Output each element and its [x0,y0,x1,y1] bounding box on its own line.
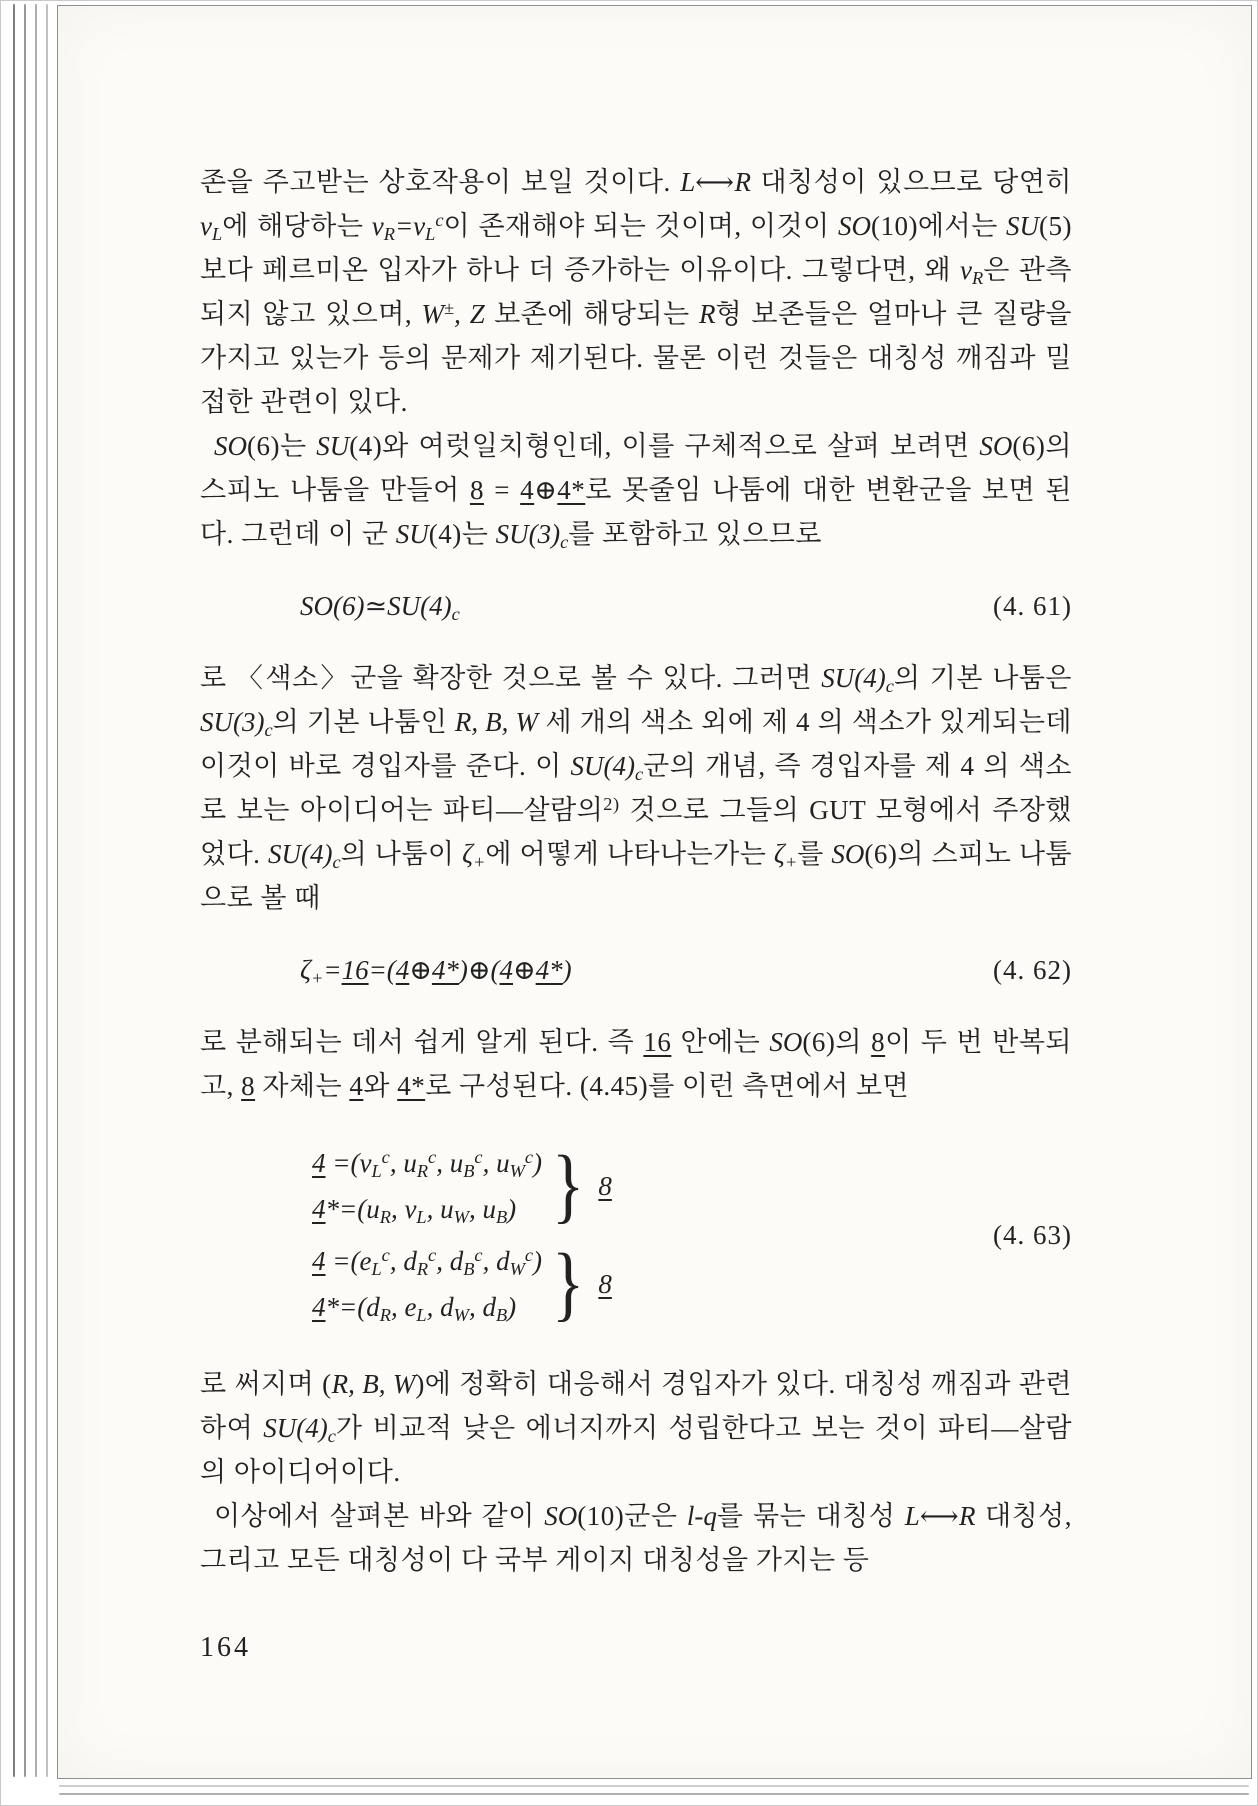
paragraph-color-group: 로 〈색소〉군을 확장한 것으로 볼 수 있다. 그러면 $SU(4)_c$의 기본 나툼은 $SU(3)_c$의 기본 나툼인 R, B, W 세 개의 색소 외에 제 4 의 색소가 있게되는데 이것이 바로 경입자를 준다. 이 $SU(4)_c$군의 개념, 즉 경입자를 제 4 의 색소로 보는 아이디어는 파티—살람의$^{2)}$ 것으로 그들의 GUT 모형에서 주장했었다. $SU(4)_c$의 나툼이 $\zeta_+$에 어떻게 나타나는가는 $\zeta_+$를 SO(6)의 스피노 나툼으로 볼 때 [200,663,1073,913]
quartet-group-2 [312,1238,612,1330]
equation-line: $4 =(e_L^c$, $d_R^c$, $d_B^c$, $d_W^c$) [312,1244,543,1280]
text-column [200,160,1072,1670]
equation-line: $4*=(u_R$, $\nu_L$, $u_W$, $u_B$) [312,1194,517,1228]
equation-4-61 [200,584,1072,628]
octet-label: 8 [598,1171,612,1201]
grouping-brace: } [552,1237,585,1330]
paragraph-so6: SO(6)는 SU(4)와 여럿일치형인데, 이를 구체적으로 살펴 보려면 SO(6)의 스피노 나툼을 만들어 8 = 4⊕4*로 못줄임 나툼에 대한 변환군을 보면 된다. 그런데 이 군 SU(4)는 $SU(3)_c$를 포함하고 있으므로 [200,431,1072,553]
octet-label: 8 [598,1269,612,1299]
equation-number: (4. 63) [993,1220,1072,1250]
paragraph-continuation: 존을 주고받는 상호작용이 보일 것이다. L⟷R 대칭성이 있으므로 당연히 $\nu_L$에 해당하는 $\nu_R=\nu_L^c$이 존재해야 되는 것이며, 이것이 SO(10)에서는 SU(5)보다 페르미온 입자가 하나 더 증가하는 이유이다. 그렇다면, 왜 $\nu_R$은 관측되지 않고 있으며, W±, Z 보존에 해당되는 R형 보존들은 얼마나 큰 질량을 가지고 있는가 등의 문제가 제기된다. 물론 이런 것들은 대칭성 깨짐과 밀접한 관련이 있다. [200,167,1073,417]
page-stack-edge-line [46,4,48,1777]
page-stack-bottom-edge-line [59,1793,1249,1795]
quartet-group-1 [312,1140,612,1232]
equation-4-62 [200,948,1072,992]
page-stack-edge-line [13,4,15,1777]
equation-line: $4 =(\nu_L^c$, $u_R^c$, $u_B^c$, $u_W^c$) [312,1146,543,1182]
equation-body: $SO(6)≃SU(4)_c$ [300,591,460,625]
page-number: 164 [200,1632,251,1663]
book-page [57,5,1252,1779]
page-stack-edge-line [35,4,37,1777]
equation-number: (4. 61) [993,591,1072,621]
paragraph-summary: 이상에서 살펴본 바와 같이 SO(10)군은 l-q를 묶는 대칭성 L⟷R 대칭성, 그리고 모든 대칭성이 다 국부 게이지 대칭성을 가지는 등 [200,1501,1072,1575]
paragraph-pati-salam: 로 써지며 (R, B, W)에 정확히 대응해서 경입자가 있다. 대칭성 깨짐과 관련하여 $SU(4)_c$가 비교적 낮은 에너지까지 성립한다고 보는 것이 파티—살람의 아이디어이다. [200,1369,1073,1487]
equation-4-63 [200,1140,1072,1330]
quartet-lines [312,1140,542,1232]
grouping-brace: } [552,1139,585,1232]
equation-line: $4*=(d_R$, $e_L$, $d_W$, $d_B$) [312,1292,517,1326]
paragraph-decomposition: 로 분해되는 데서 쉽게 알게 된다. 즉 16 안에는 SO(6)의 8이 두 번 반복되고, 8 자체는 4와 4*로 구성된다. (4.45)를 이런 측면에서 보면 [200,1027,1072,1101]
equation-number: (4. 62) [993,955,1072,985]
equation-groups [312,1140,612,1330]
quartet-lines [312,1238,542,1330]
equation-body: $\zeta_+=16=(4\oplus 4*)\oplus(4\oplus 4*)$ [300,955,572,989]
page-stack-edge-line [24,4,26,1777]
page-stack-bottom-edge-line [59,1785,1249,1787]
